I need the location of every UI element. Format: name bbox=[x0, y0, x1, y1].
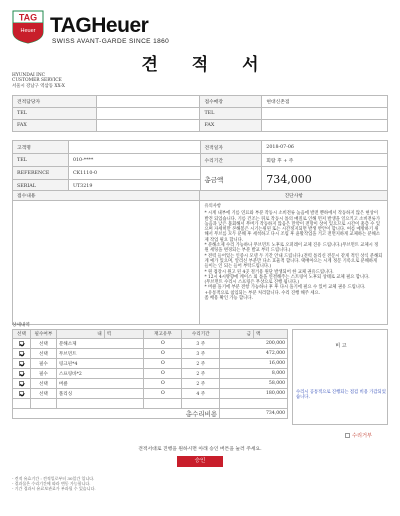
tel-value bbox=[96, 108, 200, 120]
row-item-name: 링크핀*4 bbox=[56, 359, 144, 369]
customer-label: 고객명 bbox=[13, 141, 69, 154]
row-required: 선택 bbox=[30, 379, 56, 389]
col-amount-a: 금 bbox=[220, 330, 254, 339]
svg-text:Heuer: Heuer bbox=[20, 28, 36, 34]
notes-line: * 원 접장시 원고 된 4곳 철거용 원단 발생되어 한 교체 권유드립니다. bbox=[204, 269, 334, 275]
notes-line: +유통적으로 침입되는 부분 처리합니다. 수리 진행 해주 세요. bbox=[204, 290, 320, 296]
notes-line: 제 작업 필요 합니다. bbox=[204, 237, 244, 243]
remark-box bbox=[292, 329, 388, 425]
manager-label: 견적담당자 bbox=[13, 96, 97, 108]
row-checkbox[interactable] bbox=[19, 351, 24, 356]
row-stock: O bbox=[144, 359, 182, 369]
notes-line: 높음과 낮은 불회해서 무버가 작동하지 않음은 만약이 전망이 상이 있으므로 시간이 흠층 수 있 bbox=[204, 221, 380, 227]
notes-title: 유의사항 bbox=[204, 204, 222, 209]
row-stock: O bbox=[144, 379, 182, 389]
row-checkbox[interactable] bbox=[19, 371, 24, 376]
row-required: 필수 bbox=[30, 359, 56, 369]
notes-line: * 시계 내부에 기름 연료와 부분 작동시 소비전류 높음에 발전 뿐하에서 작동하지 않은 현상이 bbox=[204, 211, 378, 217]
notes-line: * 전력 들어있는 인증시 모델 두 기간 안내 드립니다.(전력 틀리신 전문시 같게 적인 상식 분해되 bbox=[204, 253, 383, 259]
tel-label: TEL bbox=[13, 108, 97, 120]
approval-instruction: 견적서대로 진행을 원하시면 아래 승인 버튼을 눌러 주세요. bbox=[138, 447, 262, 452]
customer-tel-value: 010-**** bbox=[68, 154, 200, 167]
refuse-checkbox-icon bbox=[345, 433, 350, 438]
notes-line: * 버클 돌기에 부분 전항 가능하나 후 후 다시 돌기에 필요 수 있어 교체 권유 드립니다. bbox=[204, 285, 366, 291]
row-period: 3 주 bbox=[182, 349, 220, 359]
row-required: 선택 bbox=[30, 339, 56, 349]
diagnosis-table bbox=[12, 190, 388, 325]
table-row bbox=[13, 369, 288, 379]
table-row bbox=[13, 349, 288, 359]
footnote-line: - 결과물은 수리기간에 따라 변동 가능합니다. bbox=[12, 481, 91, 486]
repair-refuse-label: 수리거부 bbox=[352, 433, 373, 439]
total-amount: 734,000 bbox=[262, 167, 388, 193]
col-amount-b: 액 bbox=[254, 330, 288, 339]
company-line-3: 서울시 강남구 역삼동 XX-X bbox=[12, 83, 65, 89]
repair-period-label: 수리기간 bbox=[200, 154, 262, 167]
row-period: 2 주 bbox=[182, 359, 220, 369]
row-checkbox[interactable] bbox=[19, 381, 24, 386]
company-line-1: HYUNDAI INC bbox=[12, 73, 46, 78]
contact-table bbox=[12, 95, 388, 132]
row-amount: 200,000 bbox=[220, 339, 288, 349]
serial-label: SERIAL bbox=[13, 180, 69, 193]
row-amount: 16,000 bbox=[220, 359, 288, 369]
manager-value bbox=[96, 96, 200, 108]
document-title: 견 적 서 bbox=[141, 55, 273, 75]
company-info bbox=[12, 73, 65, 89]
brand-name: TAGHeuer bbox=[50, 14, 149, 37]
row-amount: 8,000 bbox=[220, 369, 288, 379]
col-select: 선택 bbox=[13, 330, 31, 339]
fax2-label: FAX bbox=[200, 120, 262, 132]
notes-line: 들이는 인 되는 들어 부탁드립니다.) bbox=[204, 264, 272, 270]
row-period: 4 주 bbox=[182, 389, 220, 399]
reception-store-label: 접수매장 bbox=[200, 96, 262, 108]
notes-line: 발견 되었습니다. 기름 건조는 뒤로 작동시 틀의 매질로 인해 먼저 발생을 일으키고 소비전류가 bbox=[204, 216, 380, 222]
fax-value bbox=[96, 120, 200, 132]
footnotes bbox=[12, 476, 96, 491]
row-required: 선택 bbox=[30, 389, 56, 399]
tel2-value bbox=[262, 108, 388, 120]
table-row bbox=[13, 389, 288, 399]
notes-line: (무브먼트 수리시 스프링은 무상으로 진행 됩니다.) bbox=[204, 280, 300, 286]
customer-tel-label: TEL bbox=[13, 154, 69, 167]
notes-line: * 분해소제 수리 가능하나 무브먼트 노후로 오퍼레이 교체 진유 드립니다.(무브먼트 교체시 정 bbox=[204, 243, 379, 249]
company-line-2: CUSTOMER SERVICE bbox=[12, 78, 62, 84]
approve-button[interactable]: 승인 bbox=[177, 456, 223, 467]
footnote-line: - 기간 경과시 유료보관료가 부과될 수 있습니다. bbox=[12, 486, 96, 491]
row-required: 선택 bbox=[30, 349, 56, 359]
row-checkbox[interactable] bbox=[19, 391, 24, 396]
notes-line: 게 예가 있으며, 알리신 부분만 다소 효율적 합니다. 택배아으는 시계 정문 기록으로 분해하게 bbox=[204, 258, 378, 264]
notes-line: 해서 무브를 모두 분해 후 세척하고 다시 조립 후 윤활작업을 거고 전면지하게 교체하는 분해소 bbox=[204, 232, 380, 238]
tel2-label: TEL bbox=[200, 108, 262, 120]
col-stock: 재고유무 bbox=[144, 330, 182, 339]
fax-label: FAX bbox=[13, 120, 97, 132]
repair-period-value: 회람 후 + 주 bbox=[262, 154, 388, 167]
estimate-date-value: 2018-07-06 bbox=[262, 141, 388, 154]
total-row bbox=[13, 409, 288, 419]
table-row bbox=[13, 399, 288, 409]
estimate-date-label: 견적일자 bbox=[200, 141, 262, 154]
customer-value bbox=[68, 141, 200, 154]
row-period: 2 주 bbox=[182, 379, 220, 389]
row-checkbox[interactable] bbox=[19, 341, 24, 346]
svg-text:TAG: TAG bbox=[18, 12, 38, 23]
remark-title: 비 고 bbox=[335, 343, 347, 349]
tag-heuer-logo bbox=[12, 10, 44, 44]
remark-text: 수리시 공통적으로 진행되는 점검 비용 가감되었습니다. bbox=[296, 390, 386, 400]
table-row bbox=[13, 379, 288, 389]
row-item-name: 분해소제 bbox=[56, 339, 144, 349]
items-section-label: 상세내역 bbox=[12, 323, 30, 328]
row-checkbox[interactable] bbox=[19, 361, 24, 366]
reception-content-value bbox=[13, 201, 200, 325]
row-amount: 472,000 bbox=[220, 349, 288, 359]
reception-store-value: 현대신촌점 bbox=[262, 96, 388, 108]
notes-line: * 12시 4시방향에 케이스 외 틀을 연결해주는 스트링이 노후되 상태로 교체 필요 합니다. bbox=[204, 274, 370, 280]
row-item-name: 버클 bbox=[56, 379, 144, 389]
row-period: 2 주 bbox=[182, 369, 220, 379]
brand-tagline: SWISS AVANT-GARDE SINCE 1860 bbox=[52, 38, 170, 45]
total-repair-cost-label: 총수리비용 bbox=[13, 409, 220, 419]
reference-value: CK1110-0 bbox=[68, 167, 200, 180]
diagnosis-notes bbox=[200, 201, 388, 325]
row-item-name: 무브먼트 bbox=[56, 349, 144, 359]
table-row bbox=[13, 359, 288, 369]
total-label: 총금액 bbox=[200, 167, 262, 193]
col-period: 수리기간 bbox=[182, 330, 220, 339]
row-item-name: 스프링바*2 bbox=[56, 369, 144, 379]
row-stock: O bbox=[144, 369, 182, 379]
watch-info-table bbox=[12, 140, 388, 193]
row-amount: 180,000 bbox=[220, 389, 288, 399]
notes-line: 으며 자세히만 본해봄은 시기는위된 또는 시간정지되면 발생 반안이 합니다. 여름 예방하기 위 bbox=[204, 227, 379, 233]
footnote-line: - 견적 유효기간 : 견적일로부터 30일간 입니다. bbox=[12, 476, 95, 481]
row-stock: O bbox=[144, 339, 182, 349]
table-row bbox=[13, 339, 288, 349]
diagnosis-label: 진단사항 bbox=[200, 191, 388, 201]
reference-label: REFERENCE bbox=[13, 167, 69, 180]
col-required: 필수여부 bbox=[30, 330, 56, 339]
fax2-value bbox=[262, 120, 388, 132]
row-period: 3 주 bbox=[182, 339, 220, 349]
repair-items-table bbox=[12, 329, 288, 419]
total-repair-cost-value: 734,000 bbox=[220, 409, 288, 419]
repair-refuse-button[interactable] bbox=[345, 432, 372, 439]
row-item-name: 폴리싱 bbox=[56, 389, 144, 399]
col-name-b: 역 bbox=[104, 330, 144, 339]
row-stock: O bbox=[144, 349, 182, 359]
notes-line: 원 세팅을 변경되는 부분 발교 부터 드립니다.) bbox=[204, 248, 291, 254]
col-name-a: 내 bbox=[56, 330, 104, 339]
row-required: 필수 bbox=[30, 369, 56, 379]
serial-value: UT3219 bbox=[68, 180, 200, 193]
row-stock: O bbox=[144, 389, 182, 399]
notes-line: 좀 배용 확인 가능 합니다. bbox=[204, 296, 253, 302]
shield-logo-icon bbox=[12, 10, 44, 44]
row-amount: 58,000 bbox=[220, 379, 288, 389]
reception-content-label: 접수내용 bbox=[13, 191, 200, 201]
